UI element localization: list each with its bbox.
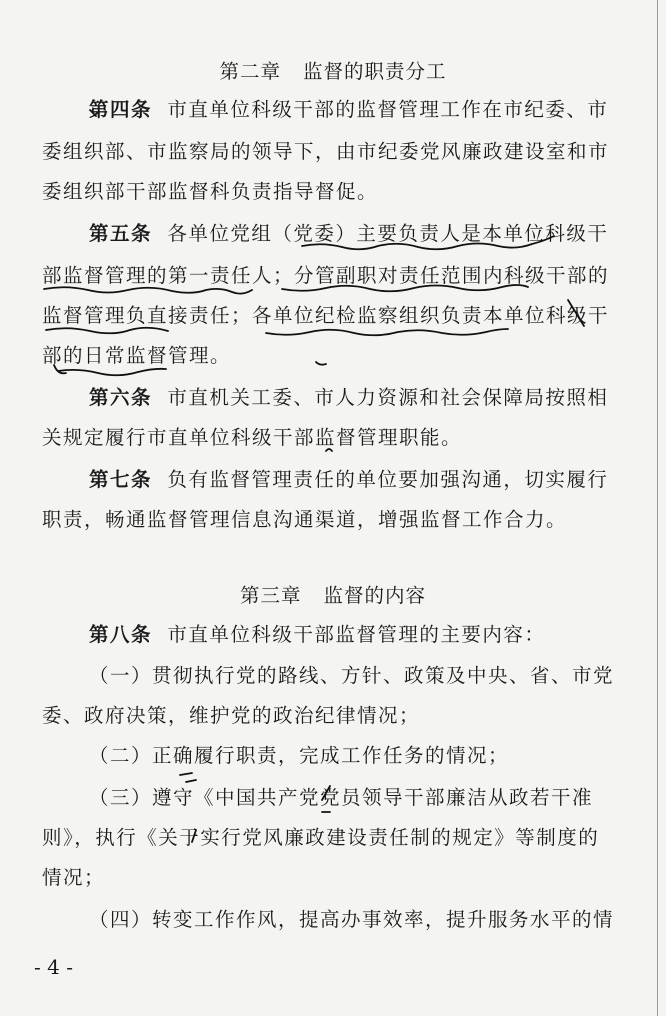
article-4-line-3: 委组织部干部监督科负责指导督促。 [42, 180, 379, 203]
chapter-3-heading [0, 584, 666, 608]
wavy-underline-6 [58, 369, 166, 375]
article-5-line-3: 监督管理负直接责任；各单位纪检监察组织负责本单位科级干 [42, 304, 610, 327]
article-5-line-2: 部监督管理的第一责任人；分管副职对责任范围内科级干部的 [42, 264, 610, 287]
item-4-line-1: （四）转变工作作风，提高办事效率，提升服务水平的情 [89, 908, 615, 931]
article-4-line-2: 委组织部、市监察局的领导下，由市纪委党风廉政建设室和市 [42, 140, 610, 163]
article-5-line-1: 第五条 各单位党组（党委）主要负责人是本单位科级干 [89, 222, 609, 245]
article-6-label: 第六条 [89, 386, 153, 409]
article-7-line-2: 职责，畅通监督管理信息沟通渠道，增强监督工作合力。 [42, 508, 568, 531]
chapter-3-title: 监督的内容 [323, 584, 427, 607]
chapter-2-heading [0, 60, 666, 84]
item-3-line-3: 情况； [42, 866, 106, 889]
dash-mark-2 [186, 780, 196, 782]
article-5-line-4: 部的日常监督管理。 [42, 344, 232, 367]
article-8-label: 第八条 [89, 623, 153, 646]
chapter-2-number: 第二章 [219, 60, 281, 83]
wavy-underline-5 [266, 329, 508, 335]
article-7-label: 第七条 [89, 468, 153, 491]
item-3-line-1: （三）遵守《中国共产党党员领导干部廉洁从政若干准 [89, 786, 594, 809]
article-8-line: 第八条 市直单位科级干部监督管理的主要内容： [89, 623, 546, 646]
wavy-underline-2 [44, 287, 252, 293]
scan-edge-line [657, 0, 658, 1016]
article-4-label: 第四条 [89, 98, 153, 121]
item-3-line-2: 则》，执行《关于实行党风廉政建设责任制的规定》等制度的 [42, 826, 600, 849]
wavy-underline-4 [46, 328, 168, 334]
item-1-line-1: （一）贯彻执行党的路线、方针、政策及中央、省、市党 [89, 664, 615, 687]
item-1-line-2: 委、政府决策，维护党的政治纪律情况； [42, 704, 421, 727]
page-number: - 4 - [34, 955, 73, 979]
dash-mark-1 [180, 773, 192, 775]
article-7-line-1: 第七条 负有监督管理责任的单位要加强沟通，切实履行 [89, 468, 609, 491]
chapter-3-number: 第三章 [239, 584, 302, 607]
article-6-line-1: 第六条 市直机关工委、市人力资源和社会保障局按照相 [89, 386, 609, 409]
chapter-2-title: 监督的职责分工 [303, 60, 447, 83]
article-4-line-1: 第四条 市直单位科级干部的监督管理工作在市纪委、市 [89, 98, 609, 121]
article-6-line-2: 关规定履行市直单位科级干部监督管理职能。 [42, 426, 463, 449]
article-5-label: 第五条 [89, 222, 153, 245]
item-2-line-1: （二）正确履行职责，完成工作任务的情况； [89, 744, 510, 767]
